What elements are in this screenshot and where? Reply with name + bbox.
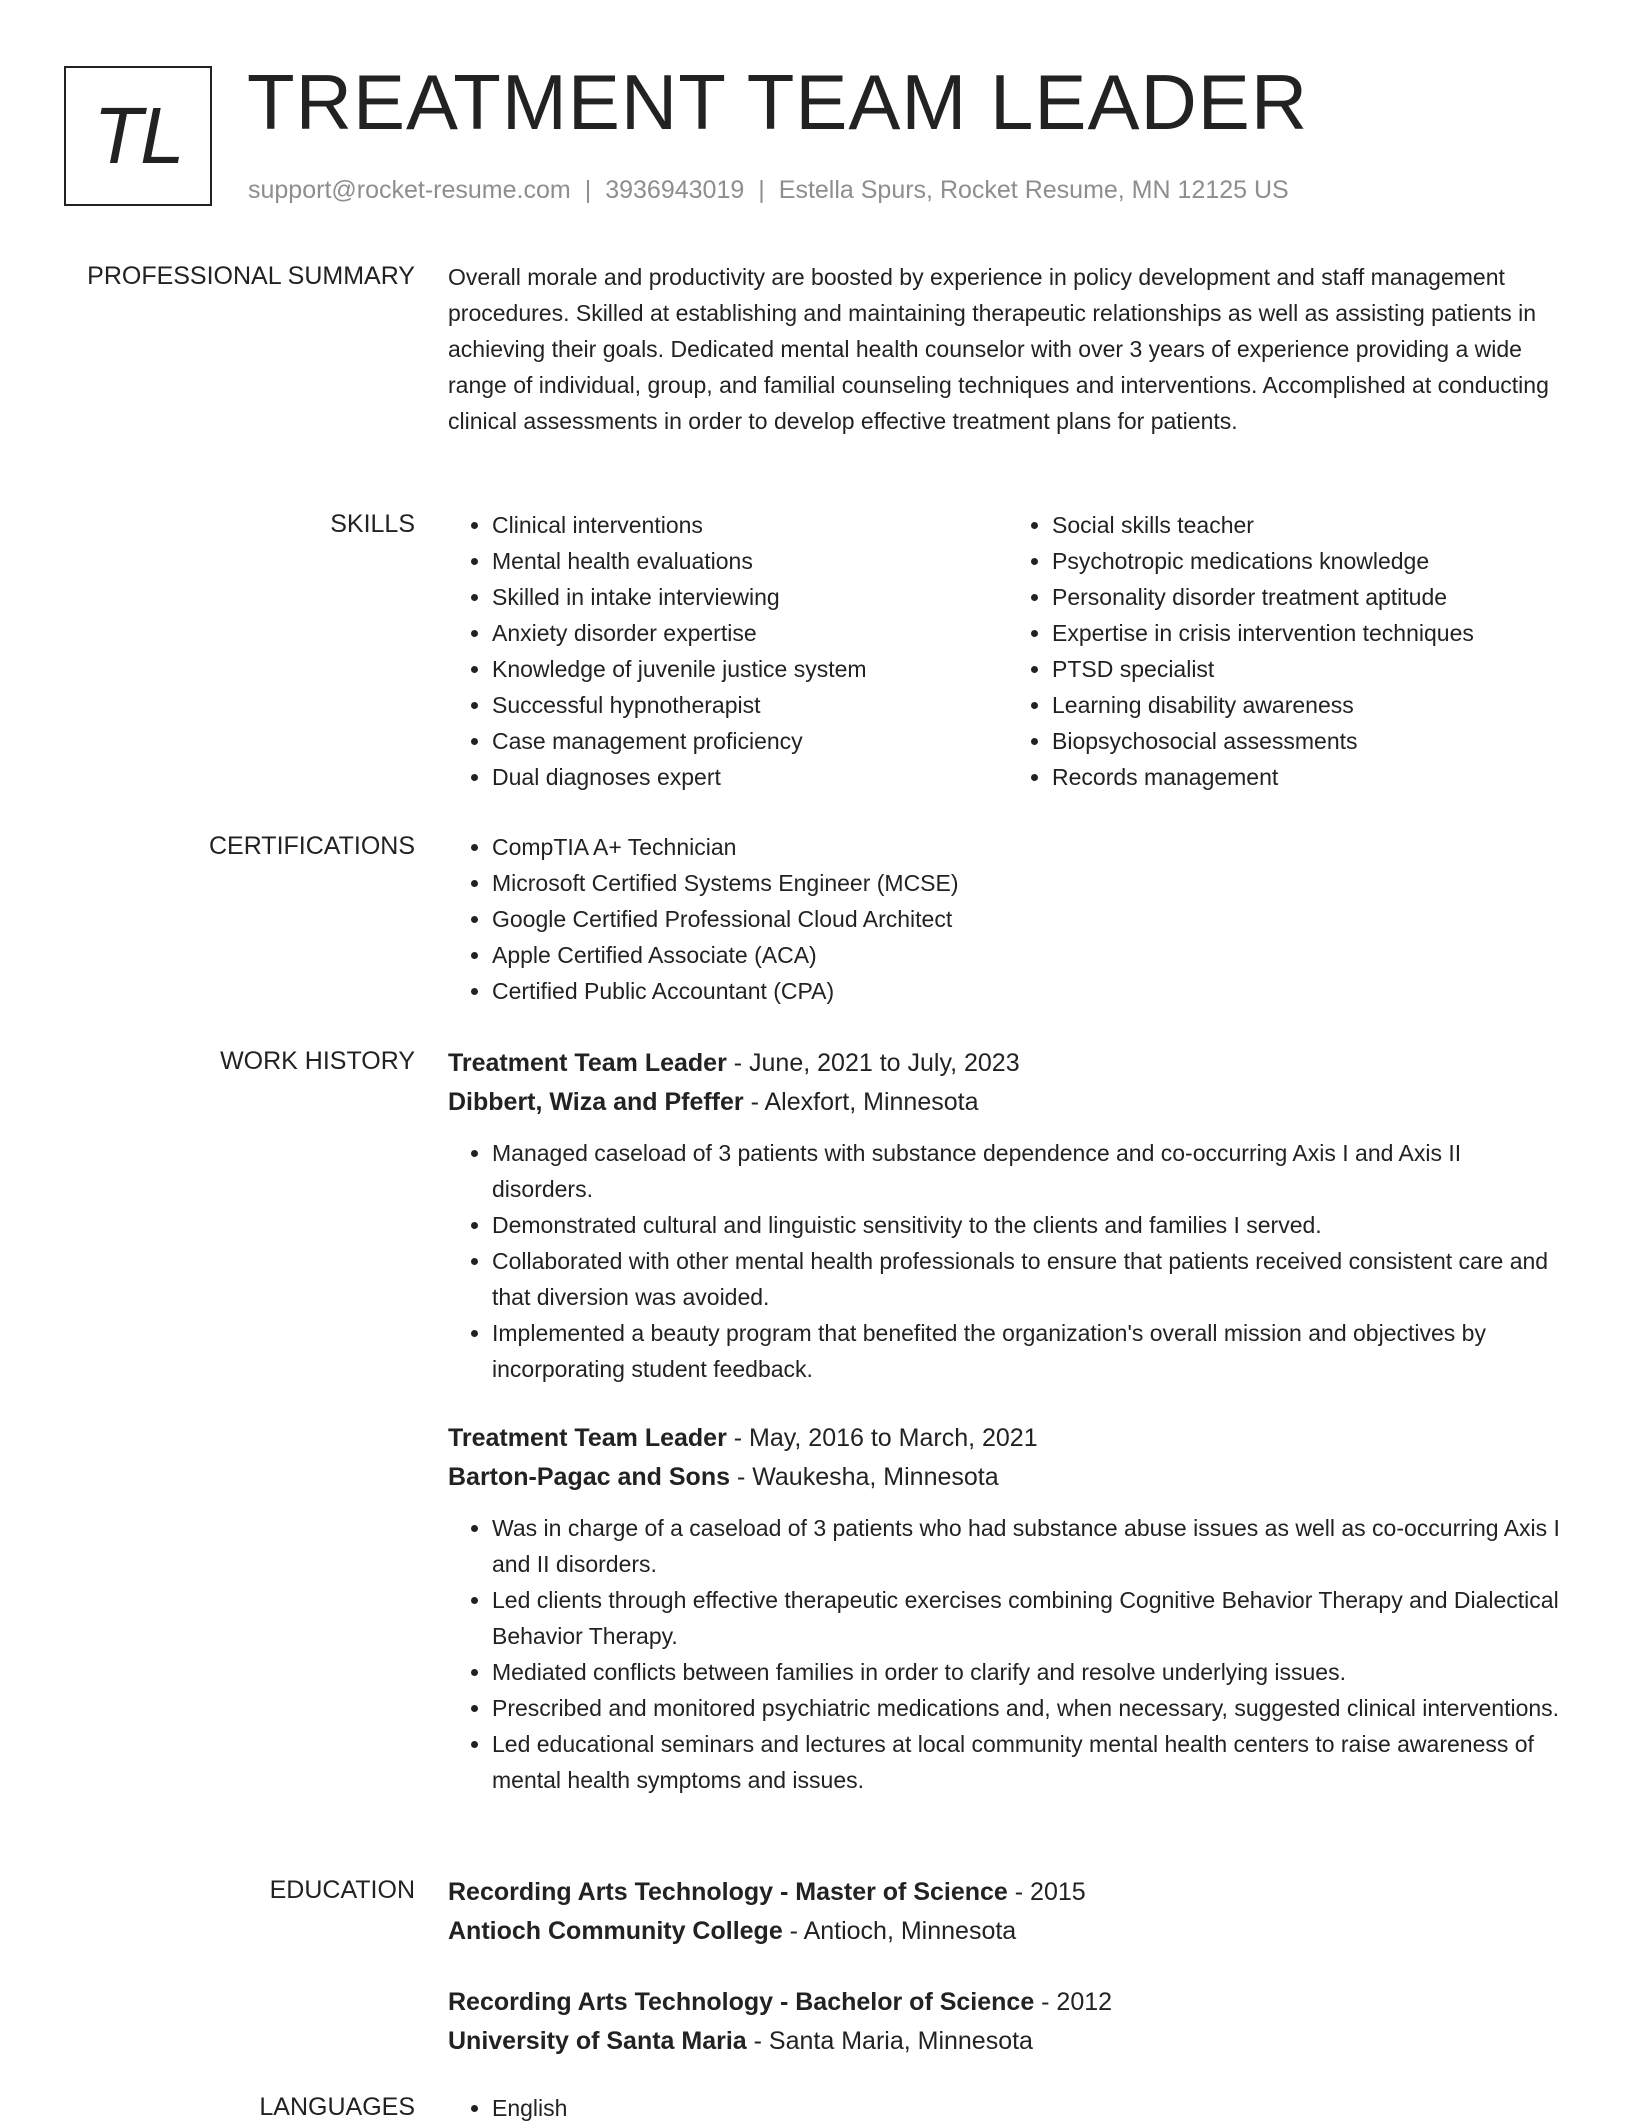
contact-email[interactable]: support@rocket-resume.com (248, 176, 571, 204)
certifications-body (448, 829, 1568, 1009)
school-line (448, 2022, 1568, 2061)
education-label: EDUCATION (269, 1876, 415, 1904)
list-item: • Biopsychosocial assessments (1052, 723, 1568, 759)
job-dates: - May, 2016 to March, 2021 (726, 1424, 1038, 1452)
monogram-logo: TL (64, 66, 212, 206)
list-item: • Demonstrated cultural and linguistic sensitivity to the clients and families I served. (492, 1207, 1568, 1243)
skills-list-left (448, 507, 1008, 795)
contact-separator: | (758, 176, 765, 204)
list-item: • Mental health evaluations (492, 543, 1008, 579)
list-item: • Collaborated with other mental health professionals to ensure that patients received consistent care and that diversion was avoided. (492, 1243, 1568, 1315)
contact-phone: 3936943019 (605, 176, 745, 204)
list-item: • Social skills teacher (1052, 507, 1568, 543)
list-item: • Psychotropic medications knowledge (1052, 543, 1568, 579)
list-item: • Records management (1052, 759, 1568, 795)
list-item: • Learning disability awareness (1052, 687, 1568, 723)
job-company: Barton-Pagac and Sons (448, 1463, 730, 1491)
contact-line (248, 176, 1289, 205)
job-company-line (448, 1458, 1568, 1497)
degree-line (448, 1873, 1568, 1912)
school: University of Santa Maria (448, 2027, 747, 2055)
list-item: • Skilled in intake interviewing (492, 579, 1008, 615)
list-item: • Mediated conflicts between families in order to clarify and resolve underlying issues. (492, 1654, 1568, 1690)
work-body (448, 1044, 1568, 1798)
degree: Recording Arts Technology - Master of Science (448, 1878, 1008, 1906)
degree-year: - 2012 (1034, 1988, 1113, 2016)
school-line (448, 1912, 1568, 1951)
list-item: • CompTIA A+ Technician (492, 829, 1568, 865)
languages-list (448, 2090, 1568, 2126)
job-title-line (448, 1419, 1568, 1458)
degree-year: - 2015 (1007, 1878, 1086, 1906)
job-location: - Waukesha, Minnesota (730, 1463, 999, 1491)
job-title-line (448, 1044, 1568, 1083)
job-company-line (448, 1083, 1568, 1122)
contact-address: Estella Spurs, Rocket Resume, MN 12125 US (778, 176, 1289, 204)
list-item: • Microsoft Certified Systems Engineer (MCSE) (492, 865, 1568, 901)
skills-columns (448, 507, 1568, 795)
job-company: Dibbert, Wiza and Pfeffer (448, 1088, 744, 1116)
list-item: • English (492, 2090, 1568, 2126)
school: Antioch Community College (448, 1917, 783, 1945)
job-bullets (448, 1135, 1568, 1387)
list-item: • Was in charge of a caseload of 3 patients who had substance abuse issues as well as co-occurring Axis I and II disorders. (492, 1510, 1568, 1582)
job-title: Treatment Team Leader (448, 1424, 727, 1452)
list-item: • Google Certified Professional Cloud Architect (492, 901, 1568, 937)
list-item: • PTSD specialist (1052, 651, 1568, 687)
job-title: Treatment Team Leader (448, 1049, 727, 1077)
list-item: • Anxiety disorder expertise (492, 615, 1008, 651)
list-item: • Successful hypnotherapist (492, 687, 1008, 723)
languages-body (448, 2090, 1568, 2126)
list-item: • Knowledge of juvenile justice system (492, 651, 1008, 687)
degree: Recording Arts Technology - Bachelor of Science (448, 1988, 1035, 2016)
school-location: - Antioch, Minnesota (782, 1917, 1017, 1945)
list-item: • Prescribed and monitored psychiatric medications and, when necessary, suggested clinical interventions. (492, 1690, 1568, 1726)
summary-label: PROFESSIONAL SUMMARY (87, 262, 415, 290)
degree-line (448, 1983, 1568, 2022)
list-item: • Managed caseload of 3 patients with substance dependence and co-occurring Axis I and Axis II disorders. (492, 1135, 1568, 1207)
list-item: • Certified Public Accountant (CPA) (492, 973, 1568, 1009)
education-entry (448, 1873, 1568, 1951)
work-label: WORK HISTORY (220, 1047, 415, 1075)
list-item: • Apple Certified Associate (ACA) (492, 937, 1568, 973)
skills-list-right (1008, 507, 1568, 795)
job-dates: - June, 2021 to July, 2023 (726, 1049, 1020, 1077)
certifications-list (448, 829, 1568, 1009)
list-item: • Implemented a beauty program that benefited the organization's overall mission and objectives by incorporating student feedback. (492, 1315, 1568, 1387)
list-item: • Case management proficiency (492, 723, 1008, 759)
list-item: • Expertise in crisis intervention techniques (1052, 615, 1568, 651)
page-title: TREATMENT TEAM LEADER (247, 58, 1309, 146)
job-location: - Alexfort, Minnesota (743, 1088, 979, 1116)
list-item: • Clinical interventions (492, 507, 1008, 543)
list-item: • Dual diagnoses expert (492, 759, 1008, 795)
languages-label: LANGUAGES (259, 2093, 415, 2121)
job-entry (448, 1044, 1568, 1387)
education-entry (448, 1983, 1568, 2061)
skills-label: SKILLS (330, 510, 415, 538)
list-item: • Led clients through effective therapeutic exercises combining Cognitive Behavior Therapy and Dialectical Behavior Therapy. (492, 1582, 1568, 1654)
certifications-label: CERTIFICATIONS (208, 832, 415, 860)
summary-text: Overall morale and productivity are boosted by experience in policy development and staff management procedures. Skilled at establishing and maintaining therapeutic relationships as well as assisting patients in achieving their goals. Dedicated mental health counselor with over 3 years of experience providing a wide range of individual, group, and familial counseling techniques and interventions. Accomplished at conducting clinical assessments in order to develop effective treatment plans for patients. (448, 264, 1549, 434)
job-bullets (448, 1510, 1568, 1798)
school-location: - Santa Maria, Minnesota (746, 2027, 1033, 2055)
contact-separator: | (584, 176, 592, 204)
list-item: • Personality disorder treatment aptitude (1052, 579, 1568, 615)
education-body (448, 1873, 1568, 2061)
job-entry (448, 1419, 1568, 1798)
list-item: • Led educational seminars and lectures at local community mental health centers to raise awareness of mental health symptoms and issues. (492, 1726, 1568, 1798)
